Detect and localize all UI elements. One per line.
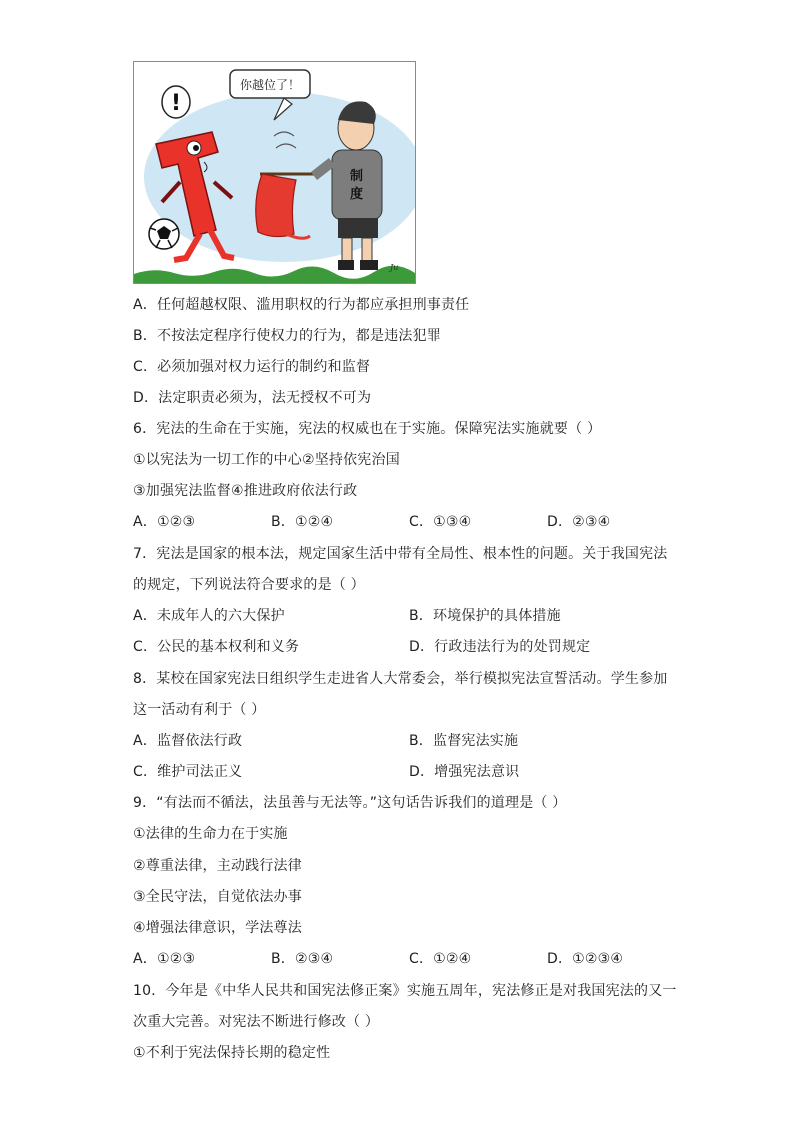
referee-label-1: 制 <box>350 169 364 184</box>
q9-option-a: A．①②③ <box>133 951 196 967</box>
q5-option-d: D．法定职责必须为，法无授权不可为 <box>133 390 372 406</box>
q9-option-b: B．②③④ <box>271 951 334 967</box>
q6-option-b: B．①②④ <box>271 514 334 530</box>
referee-label-2: 度 <box>350 187 364 202</box>
q9-option-c: C．①②④ <box>409 951 472 967</box>
q10-statement-1: ①不利于宪法保持长期的稳定性 <box>133 1045 331 1061</box>
soccer-ball <box>149 219 179 249</box>
q9-statement-1: ①法律的生命力在于实施 <box>133 826 288 842</box>
q8-option-b: B．监督宪法实施 <box>409 733 519 749</box>
q8-stem-2: 这一活动有利于（ ） <box>133 702 266 718</box>
artist-signature: Ju <box>390 263 399 272</box>
q6-statement-1: ①以宪法为一切工作的中心②坚持依宪治国 <box>133 452 400 468</box>
q8-option-a: A．监督依法行政 <box>133 733 243 749</box>
q9-statement-4: ④增强法律意识，学法尊法 <box>133 920 302 936</box>
speech-text: 你越位了！ <box>239 78 301 92</box>
q7-option-a: A．未成年人的六大保护 <box>133 608 285 624</box>
q6-statement-2: ③加强宪法监督④推进政府依法行政 <box>133 483 358 499</box>
q7-option-c: C．公民的基本权利和义务 <box>133 639 300 655</box>
q5-option-a: A．任何超越权限、滥用职权的行为都应承担刑事责任 <box>133 297 470 313</box>
q10-stem-1: 10．今年是《中华人民共和国宪法修正案》实施五周年，宪法修正是对我国宪法的又一 <box>133 983 677 999</box>
q7-option-b: B．环境保护的具体措施 <box>409 608 561 624</box>
q8-option-c: C．维护司法正义 <box>133 764 243 780</box>
cartoon-svg <box>134 62 415 283</box>
q9-statement-3: ③全民守法，自觉依法办事 <box>133 889 302 905</box>
q9-stem: 9．“有法而不循法，法虽善与无法等。”这句话告诉我们的道理是（ ） <box>133 795 567 811</box>
q6-stem: 6．宪法的生命在于实施，宪法的权威也在于实施。保障宪法实施就要（ ） <box>133 421 602 437</box>
q8-option-d: D．增强宪法意识 <box>409 764 520 780</box>
q5-option-c: C．必须加强对权力运行的制约和监督 <box>133 359 371 375</box>
q6-option-a: A．①②③ <box>133 514 196 530</box>
q8-stem-1: 8．某校在国家宪法日组织学生走进省人大常委会，举行模拟宪法宣誓活动。学生参加 <box>133 671 668 687</box>
q6-option-d: D．②③④ <box>547 514 611 530</box>
q9-option-d: D．①②③④ <box>547 951 624 967</box>
q7-stem-1: 7．宪法是国家的根本法，规定国家生活中带有全局性、根本性的问题。关于我国宪法 <box>133 546 668 562</box>
q10-stem-2: 次重大完善。对宪法不断进行修改（ ） <box>133 1014 380 1030</box>
cartoon-illustration <box>133 61 416 284</box>
q6-option-c: C．①③④ <box>409 514 472 530</box>
q7-option-d: D．行政违法行为的处罚规定 <box>409 639 591 655</box>
q5-option-b: B．不按法定程序行使权力的行为，都是违法犯罪 <box>133 328 442 344</box>
exclaim-text: ! <box>170 91 182 116</box>
q7-stem-2: 的规定，下列说法符合要求的是（ ） <box>133 577 365 593</box>
q9-statement-2: ②尊重法律，主动践行法律 <box>133 858 302 874</box>
